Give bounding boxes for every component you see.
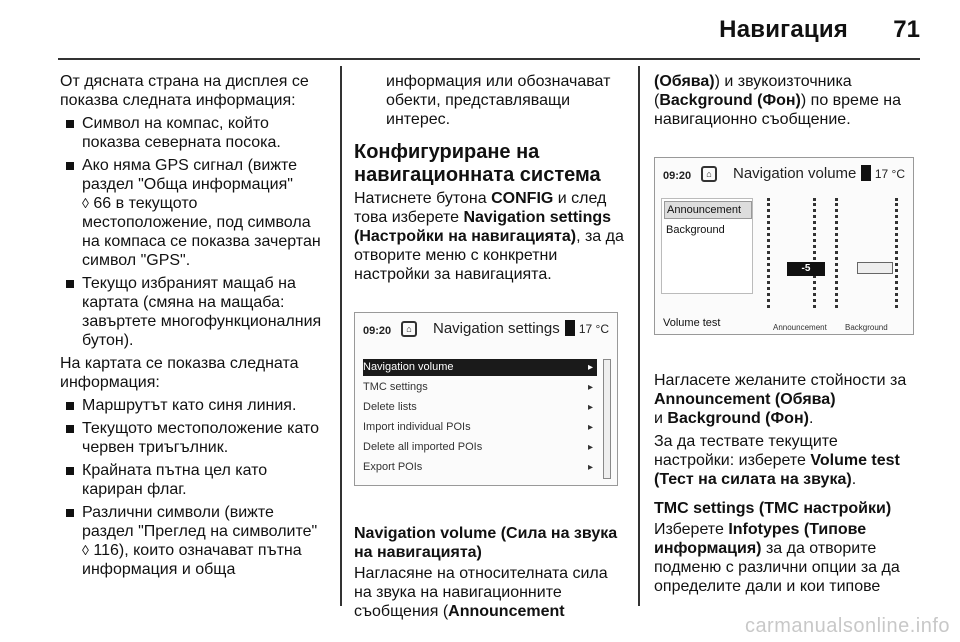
adjust-paragraph: Нагласете желаните стойности за Announcement (Обява) и Background (Фон). (654, 372, 907, 427)
subsection-heading: Navigation volume (Сила на звука на навигацията) (354, 525, 618, 561)
announcement-slider-handle[interactable]: -5 (787, 262, 825, 276)
bullet-gps: Ако няма GPS сигнал (вижте раздел "Обща информация" ◊ 66 в текущото местоположение, под символа на компаса се показва зачертан символ "GPS". (60, 156, 328, 270)
column-2 (354, 72, 626, 625)
bullet-position: Текущото местоположение като червен триъгълник. (60, 419, 328, 457)
config-paragraph: Натиснете бутона CONFIG и след това изберете Navigation settings (Настройки на навигацията), за да отворите меню с конкретни настройки за навигацията. (354, 190, 624, 283)
page-ref: 116 (93, 542, 119, 559)
column-3 (654, 72, 922, 600)
temperature: 17 °C (578, 322, 609, 336)
tmc-paragraph: Изберете Infotypes (Типове информация) за да отворите подменю с различни опции за да определите дали и кои типове (654, 521, 900, 595)
nav-symbol-icon: ⌂ (701, 166, 717, 182)
volume-test-button[interactable]: Volume test (663, 317, 721, 329)
column-1 (60, 72, 328, 583)
menu-item-tmc-settings[interactable]: TMC settings ▸ (363, 379, 597, 396)
header-rule (58, 58, 920, 60)
continued-text: информация или обозначават обекти, представляващи интерес. (386, 73, 611, 128)
page-title: Навигация (719, 16, 848, 43)
menu-item-import-pois[interactable]: Import individual POIs ▸ (363, 419, 597, 436)
chevron-right-icon: ▸ (587, 402, 593, 413)
thermometer-icon (565, 320, 575, 336)
chevron-right-icon: ▸ (587, 422, 593, 433)
test-paragraph: За да тествате текущите настройки: изберете Volume test (Тест на силата на звука). (654, 433, 900, 488)
background-slider-track[interactable] (835, 198, 838, 308)
clock: 09:20 (663, 170, 692, 182)
column-divider-2 (638, 66, 640, 606)
option-background[interactable]: Background (666, 224, 725, 236)
chevron-right-icon: ▸ (587, 362, 593, 373)
scale-track (895, 198, 898, 308)
announcement-scale-track (813, 198, 816, 308)
tmc-heading: TMC settings (TMC настройки) (654, 500, 892, 517)
navigation-settings-screen (354, 312, 618, 486)
announcement-slider-track[interactable] (767, 198, 770, 308)
temperature: 17 °C (874, 167, 905, 181)
continued-text: (Обява)) и звукоизточника (Background (Фон)) по време на навигационно съобщение. (654, 73, 902, 128)
page-ref-icon: ◊ (82, 542, 89, 558)
map-intro: На картата се показва следната информация: (60, 355, 299, 391)
announcement-label: Announcement (773, 323, 827, 332)
volume-paragraph: Нагласяне на относителната сила на звука на навигационните съобщения (Announcement (354, 565, 608, 620)
background-slider-handle[interactable] (857, 262, 893, 274)
bullet-symbols: Различни символи (вижте раздел "Преглед на символите" ◊ 116), които означават пътна информация и обща (60, 503, 328, 579)
screen-title: Navigation settings (433, 320, 560, 337)
option-announcement[interactable]: Announcement (664, 201, 752, 219)
screen-status-bar (355, 313, 617, 347)
page-header (0, 0, 960, 60)
chevron-right-icon: ▸ (587, 382, 593, 393)
page-number: 71 (893, 16, 920, 43)
menu-item-delete-imported-pois[interactable]: Delete all imported POIs ▸ (363, 439, 597, 456)
chevron-right-icon: ▸ (587, 462, 593, 473)
bullet-destination: Крайната пътна цел като кариран флаг. (60, 461, 328, 499)
menu-item-delete-lists[interactable]: Delete lists ▸ (363, 399, 597, 416)
section-heading: Конфигуриране на навигационната система (354, 141, 601, 186)
navigation-volume-screen (654, 157, 914, 335)
menu-item-export-pois[interactable]: Export POIs ▸ (363, 459, 597, 476)
thermometer-icon (861, 165, 871, 181)
chevron-right-icon: ▸ (587, 442, 593, 453)
menu-item-navigation-volume[interactable]: Navigation volume ▸ (363, 359, 597, 376)
option-list (661, 198, 753, 294)
clock: 09:20 (363, 325, 392, 337)
intro-text: От дясната страна на дисплея се показва следната информация: (60, 73, 309, 109)
scrollbar[interactable] (603, 359, 611, 479)
nav-symbol-icon: ⌂ (401, 321, 417, 337)
page-ref: 66 (93, 195, 112, 212)
screen-title: Navigation volume (733, 165, 857, 182)
column-divider-1 (340, 66, 342, 606)
bullet-scale: Текущо избраният мащаб на картата (смяна на мащаба: завъртете многофункционалния бутон). (60, 274, 328, 350)
bullet-compass: Символ на компас, който показва северната посока. (60, 114, 328, 152)
watermark: carmanualsonline.info (744, 615, 950, 637)
bullet-route: Маршрутът като синя линия. (60, 396, 328, 415)
page-ref-icon: ◊ (82, 195, 89, 211)
background-label: Background (845, 323, 888, 332)
screen-status-bar (655, 158, 913, 192)
